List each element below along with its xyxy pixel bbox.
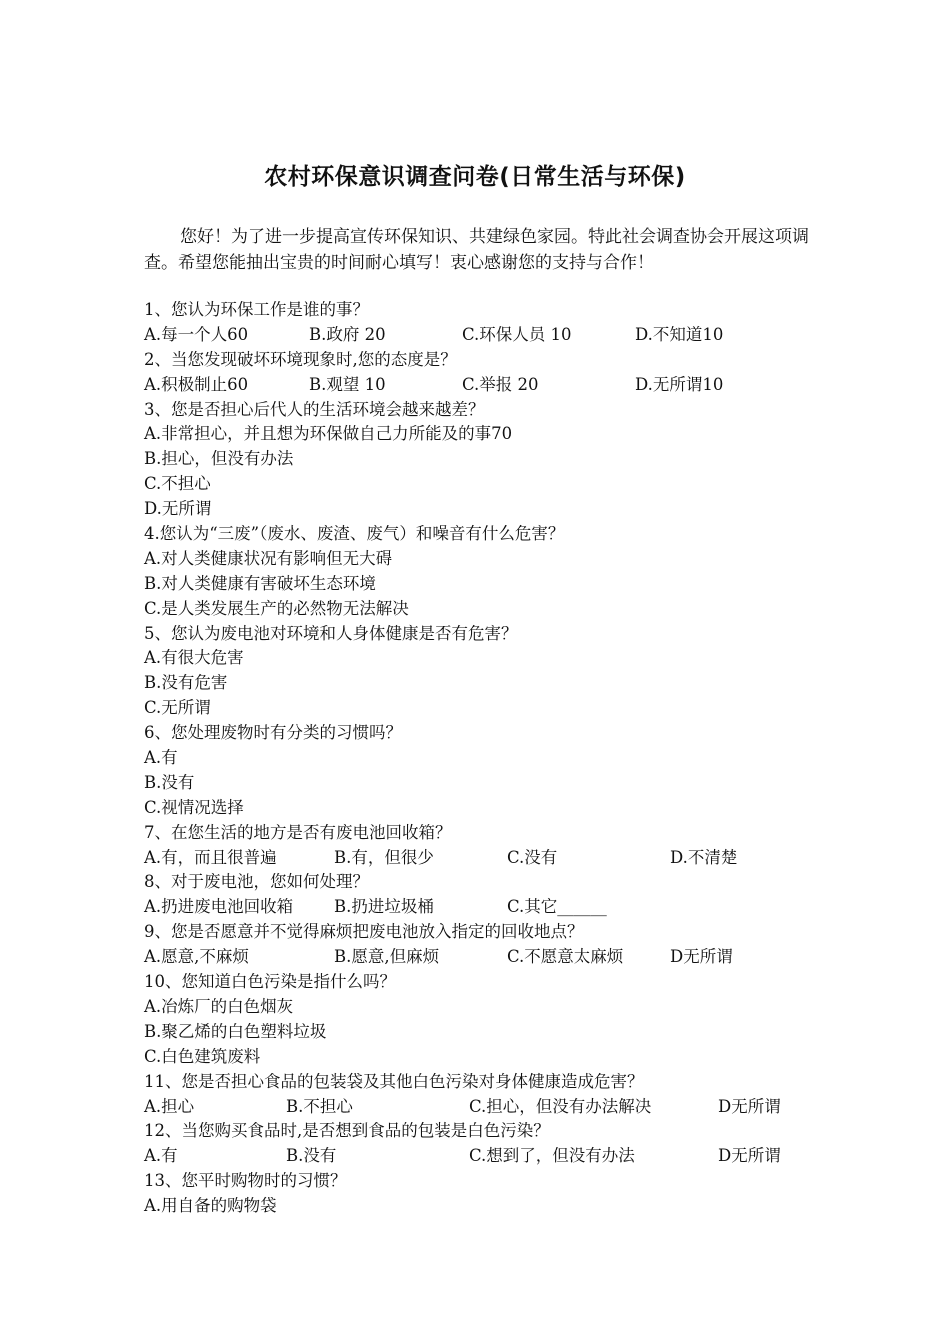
document-title: 农村环保意识调查问卷(日常生活与环保): [264, 164, 686, 190]
q2-option-b: B.观望 10: [309, 374, 386, 394]
q5-option-a: A.有很大危害: [144, 648, 244, 668]
question-9-options: [144, 945, 824, 970]
q5-option-b: B.没有危害: [144, 673, 228, 693]
question-12: 12、当您购买食品时,是否想到食品的包装是白色污染？: [144, 1121, 550, 1141]
q6-option-b: B.没有: [144, 772, 195, 792]
question-9: 9、您是否愿意并不觉得麻烦把废电池放入指定的回收地点？: [144, 922, 584, 942]
question-5: 5、您认为废电池对环境和人身体健康是否有危害？: [144, 623, 518, 643]
q9-option-b: B.愿意,但麻烦: [334, 947, 440, 967]
intro-paragraph: 您好！为了进一步提高宣传环保知识、共建绿色家园。特此社会调查协会开展这项调查。希望您能抽出宝贵的时间耐心填写！衷心感谢您的支持与合作！: [144, 227, 809, 273]
q3-option-d: D.无所谓: [144, 499, 212, 519]
q3-option-a: A.非常担心，并且想为环保做自己力所能及的事70: [144, 424, 513, 444]
q11-option-b: B.不担心: [286, 1096, 353, 1116]
q2-option-c: C.举报 20: [462, 374, 539, 394]
q7-option-b: B.有，但很少: [334, 847, 434, 867]
q7-option-a: A.有，而且很普遍: [144, 847, 277, 867]
question-8: 8、对于废电池，您如何处理？: [144, 872, 369, 892]
q1-option-a: A.每一个人60: [144, 324, 249, 344]
q1-option-c: C.环保人员 10: [462, 324, 572, 344]
q2-option-d: D.无所谓10: [635, 374, 724, 394]
q9-option-a: A.愿意,不麻烦: [144, 947, 249, 967]
question-4: 4.您认为“三废”（废水、废渣、废气）和噪音有什么危害？: [144, 524, 565, 544]
q5-option-c: C.无所谓: [144, 698, 211, 718]
q12-option-a: A.有: [144, 1146, 178, 1166]
question-11-options: [144, 1095, 824, 1120]
q4-option-c: C.是人类发展生产的必然物无法解决: [144, 598, 409, 618]
question-2: 2、当您发现破坏环境现象时,您的态度是？: [144, 349, 457, 369]
q1-option-d: D.不知道10: [635, 324, 724, 344]
q10-option-b: B.聚乙烯的白色塑料垃圾: [144, 1021, 327, 1041]
q3-option-b: B.担心，但没有办法: [144, 449, 294, 469]
question-10: 10、您知道白色污染是指什么吗？: [144, 972, 396, 992]
question-1: 1、您认为环保工作是谁的事？: [144, 300, 369, 319]
q13-option-a: A.用自备的购物袋: [144, 1196, 277, 1216]
q3-option-c: C.不担心: [144, 474, 211, 494]
question-7: 7、在您生活的地方是否有废电池回收箱？: [144, 822, 452, 842]
q4-option-a: A.对人类健康状况有影响但无大碍: [144, 548, 393, 568]
q11-option-a: A.担心: [144, 1096, 195, 1116]
question-list: [144, 298, 824, 1219]
q10-option-c: C.白色建筑废料: [144, 1046, 261, 1066]
question-1-options: [144, 323, 824, 348]
q9-option-c: C.不愿意太麻烦: [507, 947, 624, 967]
q11-option-d: D无所谓: [718, 1096, 781, 1116]
question-12-options: [144, 1144, 824, 1169]
q7-option-d: D.不清楚: [670, 847, 738, 867]
q8-option-c: C.其它______: [507, 897, 607, 917]
q8-option-a: A.扔进废电池回收箱: [144, 897, 294, 917]
question-2-options: [144, 373, 824, 398]
q12-option-c: C.想到了，但没有办法: [469, 1146, 635, 1166]
q12-option-d: D无所谓: [718, 1146, 781, 1166]
q8-option-b: B.扔进垃圾桶: [334, 897, 434, 917]
question-3: 3、您是否担心后代人的生活环境会越来越差？: [144, 399, 485, 419]
q9-option-d: D无所谓: [670, 947, 733, 967]
q1-option-b: B.政府 20: [309, 324, 386, 344]
q6-option-c: C.视情况选择: [144, 797, 244, 817]
question-6: 6、您处理废物时有分类的习惯吗？: [144, 723, 402, 743]
q4-option-b: B.对人类健康有害破坏生态环境: [144, 573, 376, 593]
q7-option-c: C.没有: [507, 847, 558, 867]
q10-option-a: A.冶炼厂的白色烟灰: [144, 996, 294, 1016]
question-11: 11、您是否担心食品的包装袋及其他白色污染对身体健康造成危害？: [144, 1071, 644, 1091]
q11-option-c: C.担心，但没有办法解决: [469, 1096, 652, 1116]
question-7-options: [144, 846, 824, 871]
question-13: 13、您平时购物时的习惯？: [144, 1171, 347, 1191]
q2-option-a: A.积极制止60: [144, 374, 249, 394]
question-8-options: [144, 895, 824, 920]
q6-option-a: A.有: [144, 748, 178, 768]
q12-option-b: B.没有: [286, 1146, 337, 1166]
